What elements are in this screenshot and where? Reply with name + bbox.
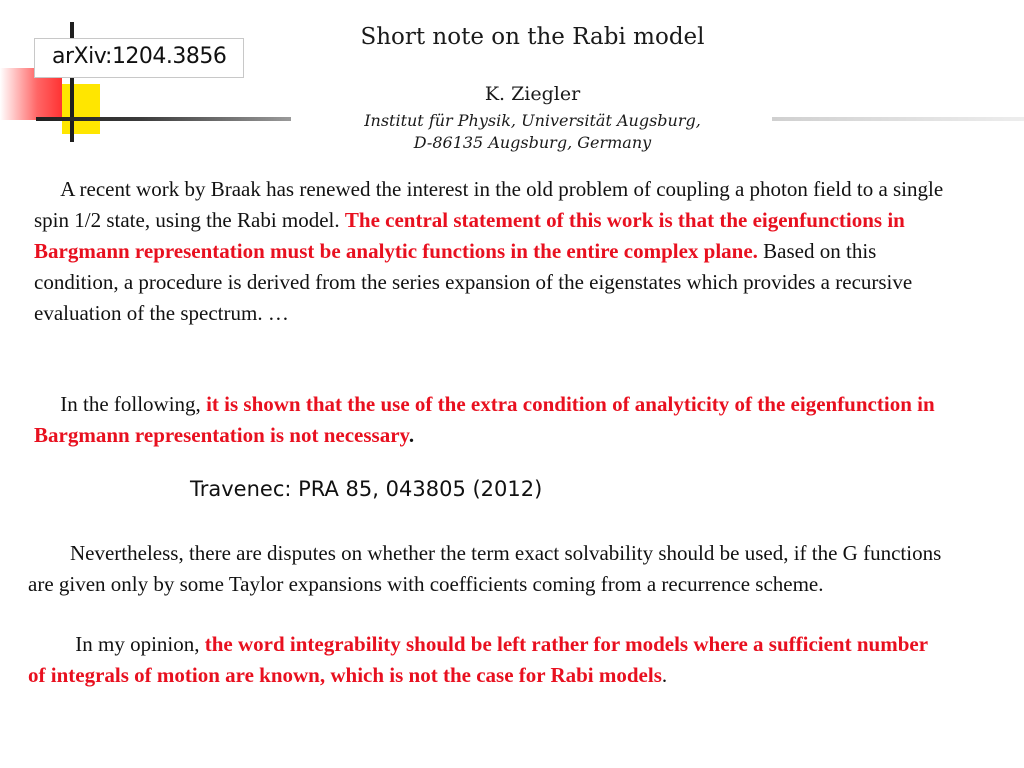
paragraph-following-highlight: it is shown that the use of the extra condition of analyticity of the eigenfunction in Bargmann representation is not necessary xyxy=(34,392,935,447)
paragraph-following-end: . xyxy=(408,423,415,447)
paragraph-opinion-highlight: the word integrability should be left rather for models where a sufficient number of integrals of motion are known, which is not the case for Rabi models xyxy=(28,632,928,687)
paper-title: Short note on the Rabi model xyxy=(360,24,705,50)
arxiv-label: arXiv:1204.3856 xyxy=(52,44,227,69)
paragraph-nevertheless xyxy=(28,538,963,600)
paragraph-nevertheless-text: Nevertheless, there are disputes on whether the term exact solvability should be used, if the G functions are given only by some Taylor expansions with coefficients coming from a recurrence scheme. xyxy=(28,541,942,596)
paragraph-following xyxy=(34,389,954,451)
paper-author: K. Ziegler xyxy=(484,83,581,105)
affiliation-line-2: D-86135 Augsburg, Germany xyxy=(413,133,652,152)
citation: Travenec: PRA 85, 043805 (2012) xyxy=(190,477,543,501)
paragraph-abstract-text-end: Based on this condition, a procedure is derived from the series expansion of the eigenstates which provides a recursive evaluation of the spectrum. … xyxy=(34,239,913,325)
affiliation-line-1: Institut für Physik, Universität Augsburg, xyxy=(364,111,701,130)
paragraph-abstract-text: A recent work by Braak has renewed the interest in the old problem of coupling a photon field to a single spin 1/2 state, using the Rabi model. xyxy=(34,177,944,232)
decorative-horizontal-line-right xyxy=(772,117,1024,121)
paragraph-opinion xyxy=(28,629,948,691)
paragraph-following-text: In the following, xyxy=(60,392,207,416)
paragraph-opinion-end: . xyxy=(661,663,668,687)
decorative-horizontal-line xyxy=(36,117,291,121)
paper-affiliation xyxy=(320,110,745,154)
paragraph-opinion-text: In my opinion, xyxy=(75,632,205,656)
paragraph-abstract-highlight: The central statement of this work is that the eigenfunctions in Bargmann representation must be analytic functions in the entire complex plane. xyxy=(34,208,905,263)
paragraph-abstract xyxy=(34,174,954,329)
decorative-yellow-block xyxy=(62,84,100,134)
